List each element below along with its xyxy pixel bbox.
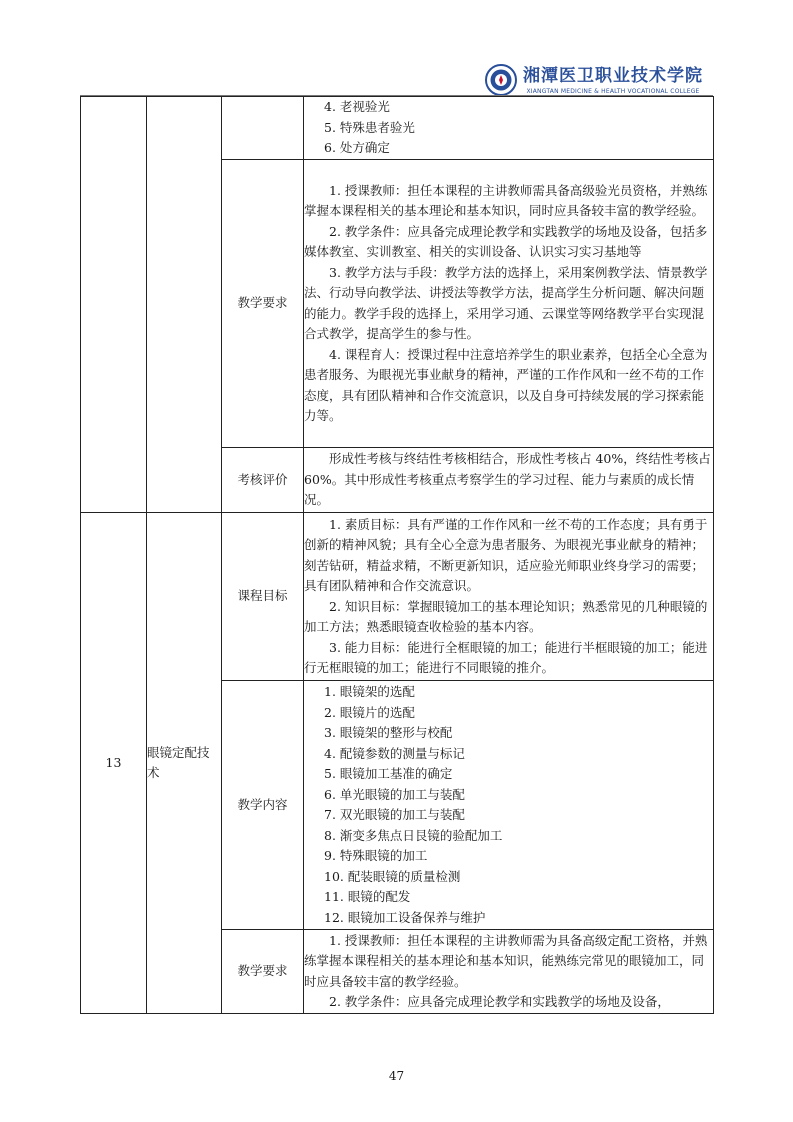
course-number: 13 bbox=[81, 513, 147, 1014]
category-label: 考核评价 bbox=[222, 448, 304, 513]
table-row bbox=[81, 513, 714, 681]
table-row bbox=[81, 97, 714, 160]
teaching-content-cell bbox=[304, 97, 714, 160]
list-item: 1. 眼镜架的选配 bbox=[324, 684, 415, 699]
teaching-content-cell bbox=[304, 681, 714, 930]
teaching-requirements-cell bbox=[304, 160, 714, 448]
list-item: 2. 眼镜片的选配 bbox=[324, 704, 415, 720]
list-item: 4. 老视验光 bbox=[324, 99, 390, 115]
category-label: 教学要求 bbox=[222, 160, 304, 448]
page-header bbox=[485, 60, 703, 100]
paragraph: 1. 授课教师：担任本课程的主讲教师需具备高级验光员资格，并熟练掌握本课程相关的基本理论和基本知识，同时应具备较丰富的教学经验。 bbox=[304, 182, 708, 218]
course-name-cell bbox=[147, 97, 222, 513]
category-label: 教学内容 bbox=[222, 681, 304, 930]
assessment-cell bbox=[304, 448, 714, 513]
school-seal-icon bbox=[485, 64, 517, 96]
course-goals-cell bbox=[304, 513, 714, 681]
paragraph: 3. 教学方法与手段：教学方法的选择上，采用案例教学法、情景教学法、行动导向教学法、讲授法等教学方法，提高学生分析问题、解决问题的能力。教学手段的选择上，采用学习通、云课堂等网络教学平台实现混合式教学，提高学生的参与性。 bbox=[304, 264, 708, 341]
list-item: 11. 眼镜的配发 bbox=[324, 889, 411, 904]
page-number: 47 bbox=[388, 1069, 405, 1083]
paragraph: 2. 教学条件：应具备完成理论教学和实践教学的场地及设备，包括多媒体教室、实训教室、相关的实训设备、认识实习实习基地等 bbox=[304, 223, 708, 259]
paragraph: 1. 素质目标：具有严谨的工作作风和一丝不苟的工作态度；具有勇于创新的精神风貌；具有全心全意为患者服务、为眼视光事业献身的精神；刻苦钻研，精益求精，不断更新知识，适应验光师职业终身学习的需要；具有团队精神和合作交流意识。 bbox=[304, 516, 708, 593]
list-item: 6. 处方确定 bbox=[324, 140, 390, 156]
curriculum-table bbox=[80, 96, 714, 1014]
category-cell bbox=[222, 97, 304, 160]
paragraph: 2. 知识目标：掌握眼镜加工的基本理论知识；熟悉常见的几种眼镜的加工方法；熟悉眼镜查收检验的基本内容。 bbox=[304, 598, 708, 634]
paragraph: 4. 课程育人：授课过程中注意培养学生的职业素养，包括全心全意为患者服务、为眼视光事业献身的精神，严谨的工作作风和一丝不苟的工作态度，具有团队精神和合作交流意识，以及自身可持续发展的学习探索能力等。 bbox=[304, 346, 708, 423]
list-item: 8. 渐变多焦点日艮镜的验配加工 bbox=[324, 827, 503, 843]
school-logo-text bbox=[523, 66, 703, 95]
list-item: 5. 特殊患者验光 bbox=[324, 119, 415, 135]
list-item: 10. 配装眼镜的质量检测 bbox=[324, 868, 461, 884]
teaching-requirements-cell bbox=[304, 930, 714, 1014]
category-label: 课程目标 bbox=[222, 513, 304, 681]
course-name: 眼镜定配技术 bbox=[147, 513, 222, 1014]
list-item: 7. 双光眼镜的加工与装配 bbox=[324, 807, 465, 822]
list-item: 9. 特殊眼镜的加工 bbox=[324, 848, 428, 863]
list-item: 3. 眼镜架的整形与校配 bbox=[324, 725, 453, 740]
list-item: 4. 配镜参数的测量与标记 bbox=[324, 745, 465, 761]
course-number-cell bbox=[81, 97, 147, 513]
list-item: 5. 眼镜加工基准的确定 bbox=[324, 766, 453, 781]
school-name-en: XIANGTAN MEDICINE & HEALTH VOCATIONAL COLLEGE bbox=[526, 87, 700, 95]
school-name-cn: 湘潭医卫职业技术学院 bbox=[523, 65, 703, 86]
paragraph: 形成性考核与终结性考核相结合，形成性考核占 40%，终结性考核占 60%。其中形成性考核重点考察学生的学习过程、能力与素质的成长情况。 bbox=[304, 451, 711, 508]
paragraph: 3. 能力目标：能进行全框眼镜的加工；能进行半框眼镜的加工；能进行无框眼镜的加工；能进行不同眼镜的推介。 bbox=[304, 639, 708, 675]
list-item: 6. 单光眼镜的加工与装配 bbox=[324, 786, 465, 802]
list-item: 12. 眼镜加工设备保养与维护 bbox=[324, 909, 486, 925]
paragraph: 1. 授课教师：担任本课程的主讲教师需为具备高级定配工资格，并熟练掌握本课程相关的基本理论和基本知识，能熟练完常见的眼镜加工，同时应具备较丰富的教学经验。 bbox=[304, 932, 708, 989]
category-label: 教学要求 bbox=[222, 930, 304, 1014]
paragraph: 2. 教学条件：应具备完成理论教学和实践教学的场地及设备， bbox=[329, 994, 670, 1009]
